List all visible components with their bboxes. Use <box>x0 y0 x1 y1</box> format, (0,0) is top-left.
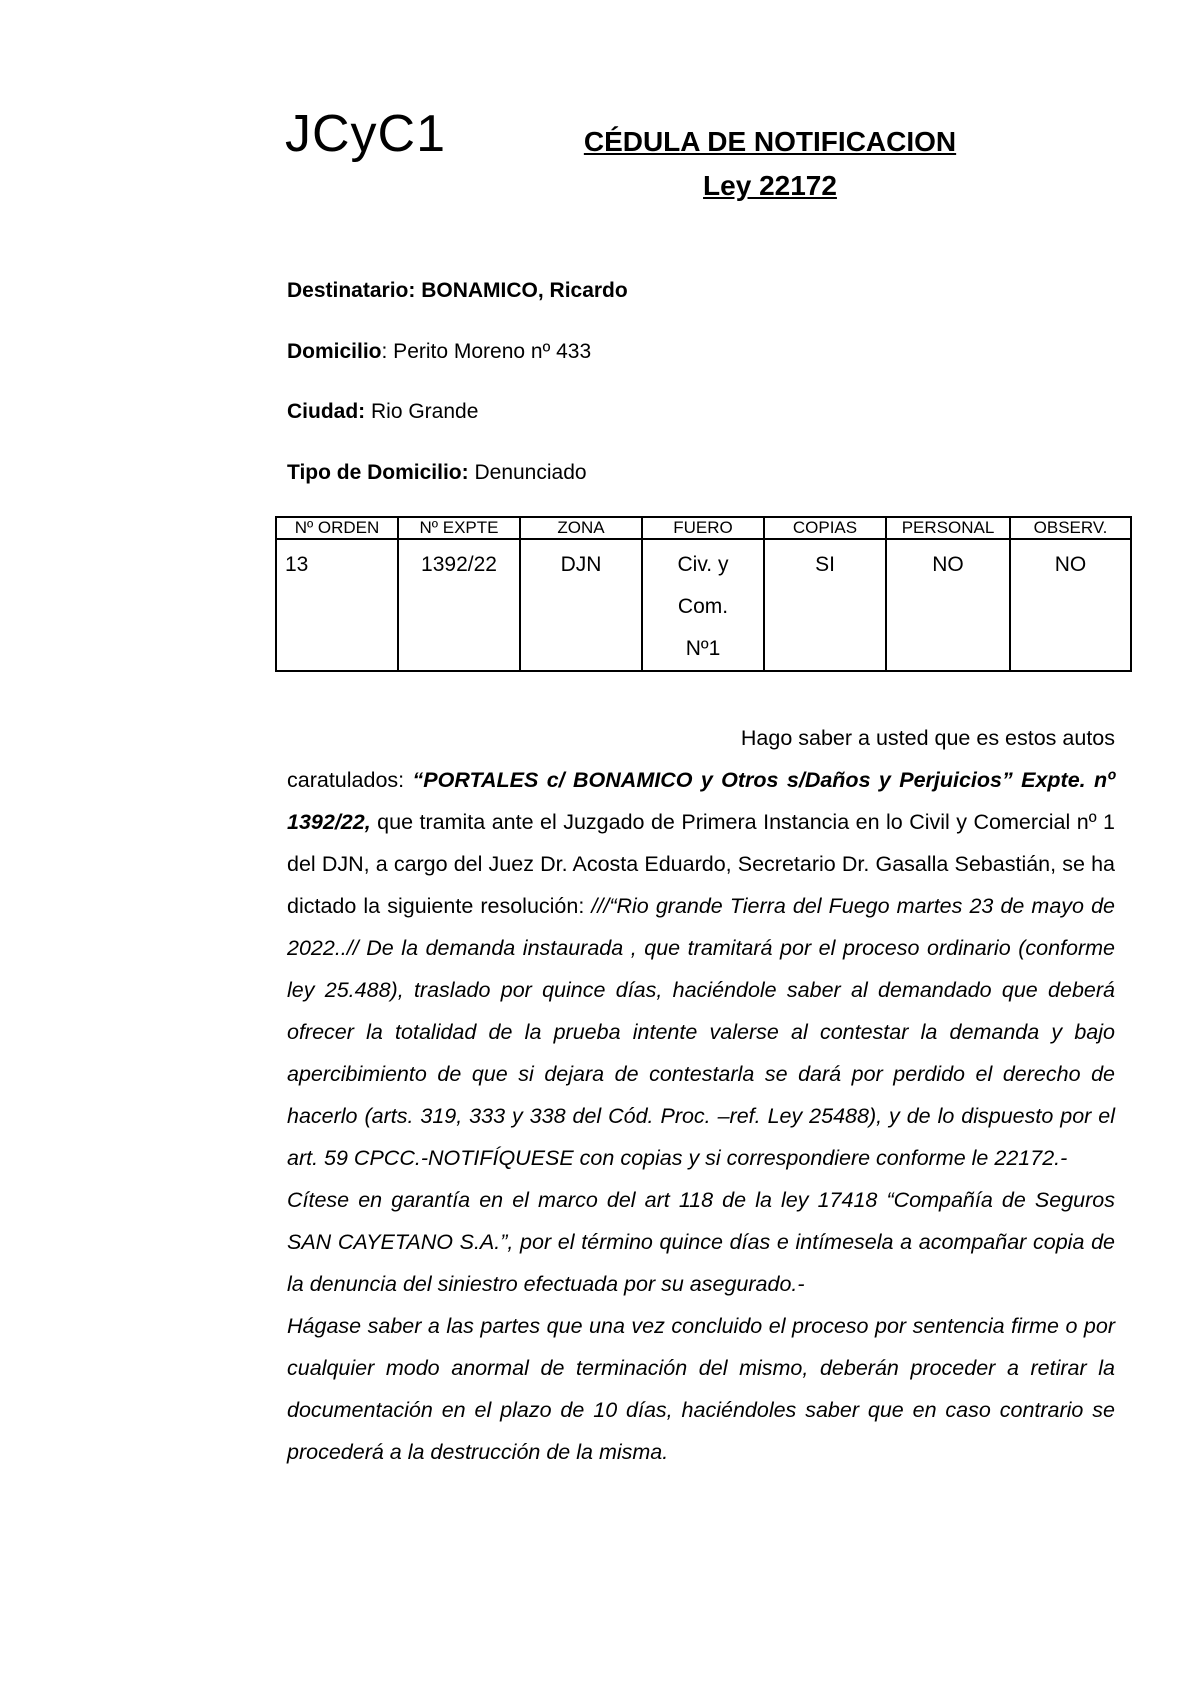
court-info: que tramita ante el Juzgado de Primera Instancia en lo Civil y Comercial nº 1 del DJN, a cargo del Juez Dr. Acosta Eduardo, Secretario Dr. Gasalla Sebastián, se ha dictado la siguiente resolución: <box>287 810 1115 918</box>
header-orden: Nº ORDEN <box>276 517 398 539</box>
document-subtitle: Ley 22172 <box>703 170 837 201</box>
citese-paragraph: Cítese en garantía en el marco del art 118 de la ley 17418 “Compañía de Seguros SAN CAYETANO S.A.”, por el término quince días e intímesela a acompañar copia de la denuncia del siniestro efectuada por su asegurado.- <box>287 1188 1115 1296</box>
registry-table <box>275 516 1132 672</box>
table-header-row <box>276 517 1131 539</box>
document-title: CÉDULA DE NOTIFICACION <box>583 126 957 157</box>
header-fuero: FUERO <box>642 517 764 539</box>
notification-body <box>287 717 1115 1473</box>
cell-orden: 13 <box>276 539 398 671</box>
destinatario-value: BONAMICO, Ricardo <box>421 279 628 302</box>
destinatario-label: Destinatario: <box>287 279 416 302</box>
ciudad-label: Ciudad: <box>287 400 366 423</box>
cell-zona: DJN <box>520 539 642 671</box>
field-tipo-domicilio <box>287 459 587 487</box>
case-caption: “PORTALES c/ BONAMICO y Otros s/Daños y Perjuicios” Expte. nº 1392/22, <box>287 768 1116 834</box>
header-personal: PERSONAL <box>886 517 1010 539</box>
field-destinatario <box>287 277 628 305</box>
field-ciudad <box>287 398 478 426</box>
header-copias: COPIAS <box>764 517 886 539</box>
cell-fuero: Civ. y Com. Nº1 <box>642 539 764 671</box>
ciudad-value: Rio Grande <box>371 400 479 423</box>
header-expte: Nº EXPTE <box>398 517 520 539</box>
field-domicilio <box>287 338 591 366</box>
caratulados-label: caratulados: <box>287 768 413 792</box>
hagase-paragraph: Hágase saber a las partes que una vez concluido el proceso por sentencia firme o por cualquier modo anormal de terminación del mismo, deberán proceder a retirar la documentación en el plazo de 10 días, haciéndoles saber que en caso contrario se procederá a la destrucción de la misma. <box>287 1314 1115 1464</box>
court-code: JCyC1 <box>285 105 447 163</box>
cell-expte: 1392/22 <box>398 539 520 671</box>
header-observ: OBSERV. <box>1010 517 1131 539</box>
intro-line: Hago saber a usted que es estos autos <box>740 726 1115 750</box>
domicilio-label: Domicilio <box>287 340 382 363</box>
main-paragraph <box>287 759 1115 1179</box>
header-zona: ZONA <box>520 517 642 539</box>
domicilio-value: : Perito Moreno nº 433 <box>381 340 592 363</box>
tipo-domicilio-label: Tipo de Domicilio: <box>287 461 469 484</box>
tipo-domicilio-value: Denunciado <box>474 461 587 484</box>
resolution-text: ///“Rio grande Tierra del Fuego martes 23 de mayo de 2022..// De la demanda instaurada , que tramitará por el proceso ordinario (conforme ley 25.488), traslado por quince días, haciéndole saber al demandado que deberá ofrecer la totalidad de la prueba intente valerse al contestar la demanda y bajo apercibimiento de que si dejara de contestarla se dará por perdido el derecho de hacerlo (arts. 319, 333 y 338 del Cód. Proc. –ref. Ley 25488), y de lo dispuesto por el art. 59 CPCC.-NOTIFÍQUESE con copias y si correspondiere conforme le 22172.- <box>287 894 1115 1170</box>
title-block <box>540 124 1000 204</box>
cell-personal: NO <box>886 539 1010 671</box>
cell-copias: SI <box>764 539 886 671</box>
table-row <box>276 539 1131 671</box>
cell-observ: NO <box>1010 539 1131 671</box>
